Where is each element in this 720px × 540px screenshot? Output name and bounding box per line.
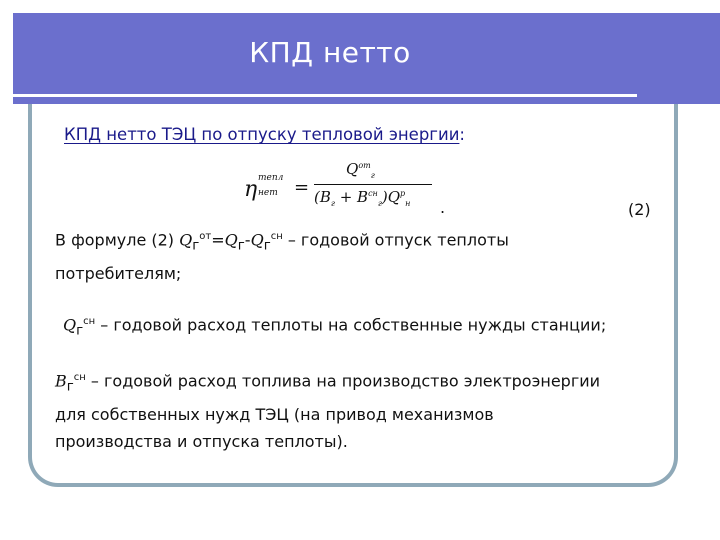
paragraph-own-fuel — [55, 364, 615, 455]
subtitle-colon: : — [459, 125, 465, 144]
p1-lead: В формуле (2) — [55, 230, 180, 250]
denominator-open: (B — [314, 188, 331, 206]
p1-sub1: г — [192, 238, 200, 254]
banner-divider — [13, 94, 637, 97]
formula-eta-subscript: нет — [258, 188, 278, 198]
denominator-sub1: г — [330, 199, 335, 208]
p3-sub: г — [66, 379, 74, 395]
p2-sup: сн — [83, 316, 96, 327]
efficiency-formula — [244, 155, 434, 215]
p3-b: B — [55, 371, 67, 391]
p3-rest: – годовой расход топлива на производство электроэнергии для собственных нужд ТЭЦ (на привод механизмов производства и отпуска теплоты). — [55, 371, 601, 451]
p1-q2: Q — [224, 230, 238, 250]
p1-sub2: г — [237, 238, 245, 254]
slide-subtitle — [64, 125, 465, 144]
formula-denominator — [314, 188, 410, 208]
equation-number: (2) — [628, 200, 651, 219]
numerator-sub: г — [370, 171, 375, 180]
denominator-sup3: р — [400, 189, 406, 198]
denominator-sub3: н — [405, 199, 411, 208]
p3-sup: сн — [73, 372, 86, 383]
paragraph-heat-supply — [55, 223, 615, 287]
p1-sub3: г — [263, 238, 271, 254]
p1-q1: Q — [179, 230, 193, 250]
p2-q: Q — [63, 315, 77, 335]
formula-eta: η — [244, 177, 258, 202]
p2-sub: г — [76, 323, 84, 339]
formula-dot: . — [440, 198, 446, 217]
p1-sup3: сн — [270, 231, 283, 242]
slide-title: КПД нетто — [249, 36, 411, 69]
formula-eta-superscript: тепл — [258, 173, 284, 183]
p1-sup1: от — [199, 231, 212, 242]
p1-equals: = — [211, 230, 225, 250]
p2-rest: – годовой расход теплоты на собственные нужды станции; — [95, 315, 607, 335]
fraction-bar — [314, 184, 432, 185]
denominator-close: )Q — [381, 188, 401, 206]
subtitle-text: КПД нетто ТЭЦ по отпуску тепловой энергии — [64, 125, 460, 144]
p1-minus: - — [244, 230, 251, 250]
denominator-sup2: сн — [368, 189, 378, 198]
formula-equals: = — [294, 177, 310, 198]
p1-q3: Q — [250, 230, 264, 250]
denominator-sub2: г — [377, 199, 382, 208]
numerator-sup: от — [358, 161, 371, 170]
p1-rest: – годовой отпуск теплоты потребителям; — [55, 230, 509, 283]
denominator-plus: + B — [334, 188, 369, 206]
paragraph-own-heat — [63, 308, 673, 345]
formula-numerator — [346, 160, 375, 180]
numerator-q: Q — [346, 160, 359, 178]
